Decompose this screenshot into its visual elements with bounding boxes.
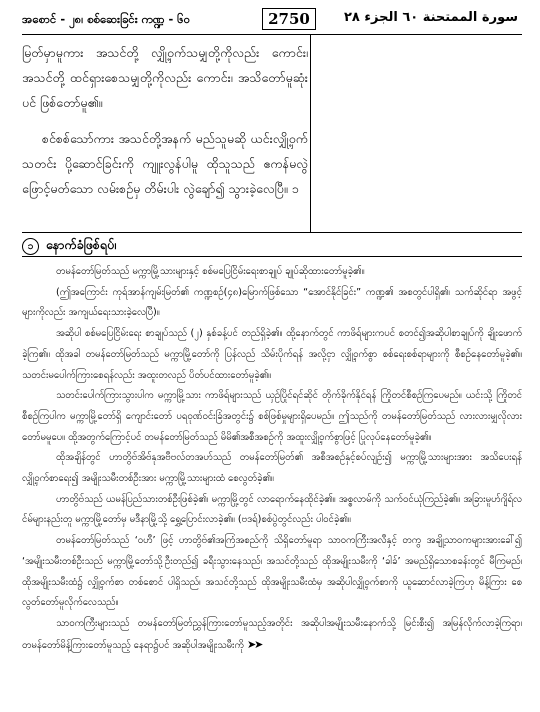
body-paragraph: (ဤအကြောင်း ကုရ်အာန်ကျမ်းမြတ်၏ ကဏ္ဍစဉ်(၄၈)မြောက်ဖြစ်သော “အောင်နိုင်ခြင်း” ကဏ္ဍ၏ အစတွင်ပါရှိ၏၊ သက်ဆိုင်ရာ အဖွင့်များကိုလည်း အကျယ်ရေးသားခဲ့လေပြီ)။ <box>22 286 522 319</box>
body-paragraph: တမန်တော်မြတ်သည် မက္ကာမြို့သားများနှင့် စစ်မပြေငြိမ်းရေးစာချုပ် ချုပ်ဆိုထားတော်မူခဲ့၏။ <box>56 266 365 277</box>
passage-bottom-divider <box>22 232 522 233</box>
passage-paragraph-1: မြတ်မှာမူကား အသင်တို့ လျှို့ဝှက်သမျှတို့ကိုလည်း ကောင်း၊ အသင်တို့ ထင်ရှားစေသမျှတို့ကိုလည်း ကောင်း၊ အသိတော်မူဆုံးပင် ဖြစ်တော်မူ၏။ <box>22 45 308 110</box>
commentary-body <box>22 262 522 656</box>
body-paragraph: ထိုအချိန်တွင် ဟာတွိဗ်အိဗ်နုအဗီဗလ်တအဟ်သည် တမန်တော်မြတ်၏ အစီအစဉ်နှင့်စပ်လျဉ်း၍ မက္ကာမြို့သားများအား အသိပေးရန် လျှို့ဝှက်စာရေး၍ အမျိုးသမီးတစ်ဦးအား မက္ကာမြို့သားများထံ စေလွတ်ခဲ့၏။ <box>22 452 522 485</box>
body-paragraph: တမန်တော်မြတ်သည် ‘ဝဟီ’ ဖြင့် ဟာတွိဗ်၏အကြံအစည်ကို သိရှိတော်မူရာ သာဝကကြီးအလီနှင့် တကွ အချို့သာဝကများအားခေါ်၍ ‘အမျိုးသမီးတစ်ဦးသည် မက္ကာမြို့တော်သို့ဦးတည်၍ ခရီးသွားနေသည်၊ အသင်တို့သည် ထိုအမျိုးသမီးကို ‘ခါခ်’ အမည်ရှိသောစခန်းတွင် မီကြမည်၊ ထိုအမျိုးသမီးထံ၌ လျှို့ဝှက်စာ တစ်စောင် ပါရှိသည်၊ အသင်တို့သည် ထိုအမျိုးသမီးထံမှ အဆိုပါလျှို့ဝှက်စာကို ယူဆောင်လာခဲ့ကြဟု မိန့်ကြား စေလွတ်တော်မူလိုက်လေသည်။ <box>22 535 522 609</box>
section-heading <box>22 237 522 255</box>
last-paragraph-text: သာဝကကြီးများသည် တမန်တော်မြတ်ညွှန်ကြားတော်မူသည့်အတိုင်း အဆိုပါအမျိုးသမီးနောက်သို့ မြင်းစီး၍ အမြန်လိုက်လာခဲ့ကြရာ၊ တမန်တော်မိန့်ကြားတော်မူသည့် နေရာ၌ပင် အဆိုပါအမျိုးသမီးကို <box>22 617 522 651</box>
section-title: နောက်ခံဖြစ်ရပ်၊ <box>46 236 117 252</box>
boxed-passage <box>22 40 308 201</box>
section-underline <box>22 256 522 257</box>
header-left-text: အစောင် - ၂၈၊ စစ်ဆေးခြင်း ကဏ္ဍ - ၆၀ <box>22 12 191 26</box>
section-number: ၁ <box>22 238 39 255</box>
body-paragraph <box>22 614 522 656</box>
continue-arrow-icon: ➤➤ <box>246 637 262 651</box>
passage-paragraph-2: စင်စစ်သော်ကား အသင်တို့အနက် မည်သူမဆို ယင်းလျှို့ဝှက်သတင်း ပို့ဆောင်ခြင်းကို ကျူးလွန်ပါမူ ထိုသူသည် ဧကန်မလွဲ ဖြောင့်မတ်သော လမ်းစဉ်မှ တိမ်းပါး လွဲချော်၍ သွားခဲ့လေပြီ။ ၁ <box>22 131 308 196</box>
body-paragraph: အဆိုပါ စစ်မပြေငြိမ်းရေး စာချုပ်သည် (၂) နှစ်ခန့်ပင် တည်ရှိခဲ့၏။ ထို့နောက်တွင် ကာဖိရ်များကပင် စတင်၍အဆိုပါစာချုပ်ကို ချိုးဖောက်ခဲ့ကြ၏။ ထိုအခါ တမန်တော်မြတ်သည် မက္ကာမြို့တော်ကို ပြန်လည် သိမ်းပိုက်ရန် အလို့ငှာ လျှို့ဝှက်စွာ စစ်ရေးစစ်ရာများကို စီစဉ်နေတော်မူခဲ့၏။ သတင်းမပေါက်ကြားစေရန်လည်း အထူးတလည် ပိတ်ပင်ထားတော်မူခဲ့၏။ <box>22 328 522 381</box>
passage-vertical-divider <box>310 34 311 232</box>
body-paragraph: ဟာတွိဗ်သည် ယမန်ပြည်သားတစ်ဦးဖြစ်ခဲ့၏၊ မက္ကာမြို့တွင် လာရောက်နေထိုင်ခဲ့၏။ အစ္စလာမ်ကို သက်ဝင်ယုံကြည်ခဲ့၏။ အခြားမူဟ်ဂျိရ်လင်မ်များနည်းတူ မက္ကာမြို့တော်မှ မဒီနာမြို့သို့ ရွှေ့ပြောင်းလာခဲ့၏။ (ဗဒရ်)စစ်ပွဲတွင်လည်း ပါဝင်ခဲ့၏။ <box>22 493 522 526</box>
page-number: 2750 <box>262 8 316 30</box>
page-header <box>0 0 540 34</box>
header-divider <box>22 34 522 35</box>
body-paragraph: သတင်းပေါက်ကြားသွားပါက မက္ကာမြို့သား ကာဖိရ်များသည် ယှဉ်ပြိုင်ရင်ဆိုင် တိုက်ခိုက်နိုင်ရန် ကြိုတင်စီစဉ်ကြပေမည်။ ယင်းသို့ ကြိုတင်စီစဉ်ကြပါက မက္ကာမြို့တော်ရှိ ကျောင်းတော် ပရဝုဏ်ဝင်းခြံအတွင်း၌ စစ်ဖြစ်မှုများရှိပေမည်။ ဤသည်ကို တမန်တော်မြတ်သည် လားလားမျှလိုလားတော်မမူပေ။ ထို့အတွက်ကြောင့်ပင် တမန်တော်မြတ်သည် မိမိ၏အစီအစဉ်ကို အထူးလျှို့ဝှက်စွာဖြင့် ပြုလုပ်နေတော်မူခဲ့၏။ <box>22 390 522 443</box>
header-right-text: سورة الممتحنة ٦٠ الجزء ٢٨ <box>343 10 518 25</box>
